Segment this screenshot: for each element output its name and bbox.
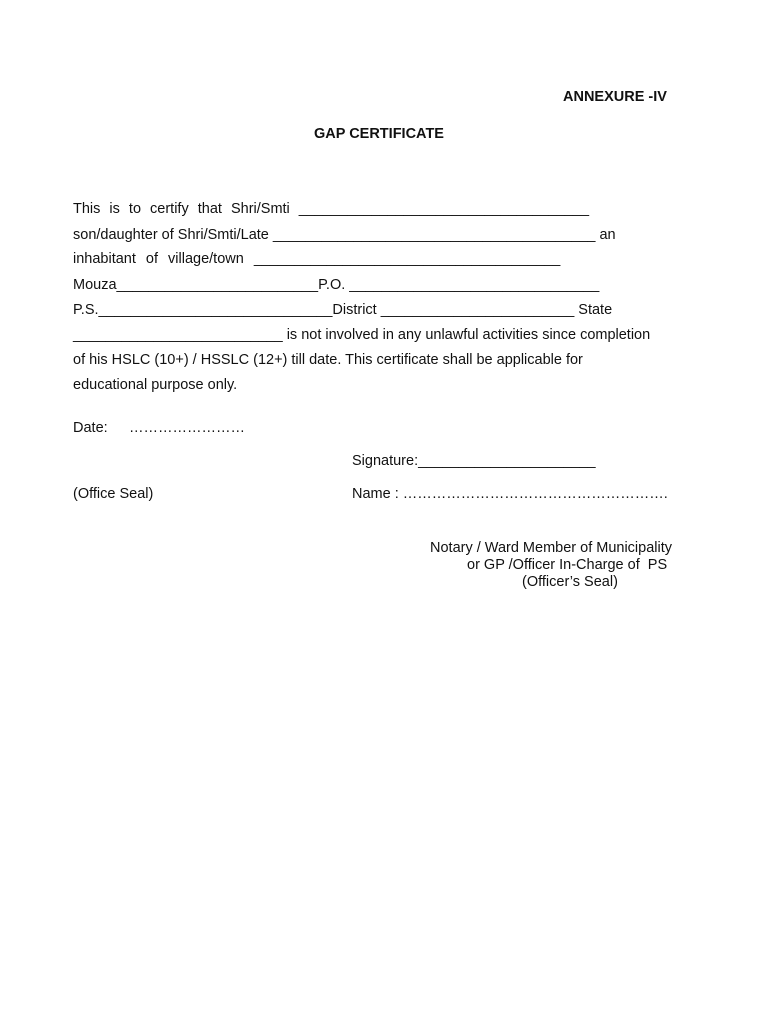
body-line-1: This is to certify that Shri/Smti ____________________________________: [73, 201, 590, 217]
annexure-label: ANNEXURE -IV: [563, 89, 667, 105]
body-line-3: inhabitant of village/town ______________________________________: [73, 251, 561, 267]
name-field: Name : ……………………………………………….: [352, 486, 668, 502]
body-line-4: Mouza_________________________P.O. _______________________________: [73, 277, 600, 293]
body-line-6: __________________________ is not involved in any unlawful activities since completion: [73, 327, 651, 343]
date-label: Date:: [73, 420, 108, 436]
office-seal-label: (Office Seal): [73, 486, 154, 502]
page-title: GAP CERTIFICATE: [314, 126, 444, 142]
authority-line-3: (Officer’s Seal): [522, 574, 618, 590]
body-line-8: educational purpose only.: [73, 377, 238, 393]
signature-field: Signature:______________________: [352, 453, 596, 469]
body-line-5: P.S._____________________________District ________________________ State: [73, 302, 613, 318]
authority-line-2: or GP /Officer In-Charge of PS: [467, 557, 668, 573]
date-value: ……………………: [129, 420, 245, 436]
body-line-2: son/daughter of Shri/Smti/Late ________________________________________ an: [73, 227, 616, 243]
body-line-7: of his HSLC (10+) / HSSLC (12+) till date. This certificate shall be applicable for: [73, 352, 583, 368]
authority-line-1: Notary / Ward Member of Municipality: [430, 540, 673, 556]
